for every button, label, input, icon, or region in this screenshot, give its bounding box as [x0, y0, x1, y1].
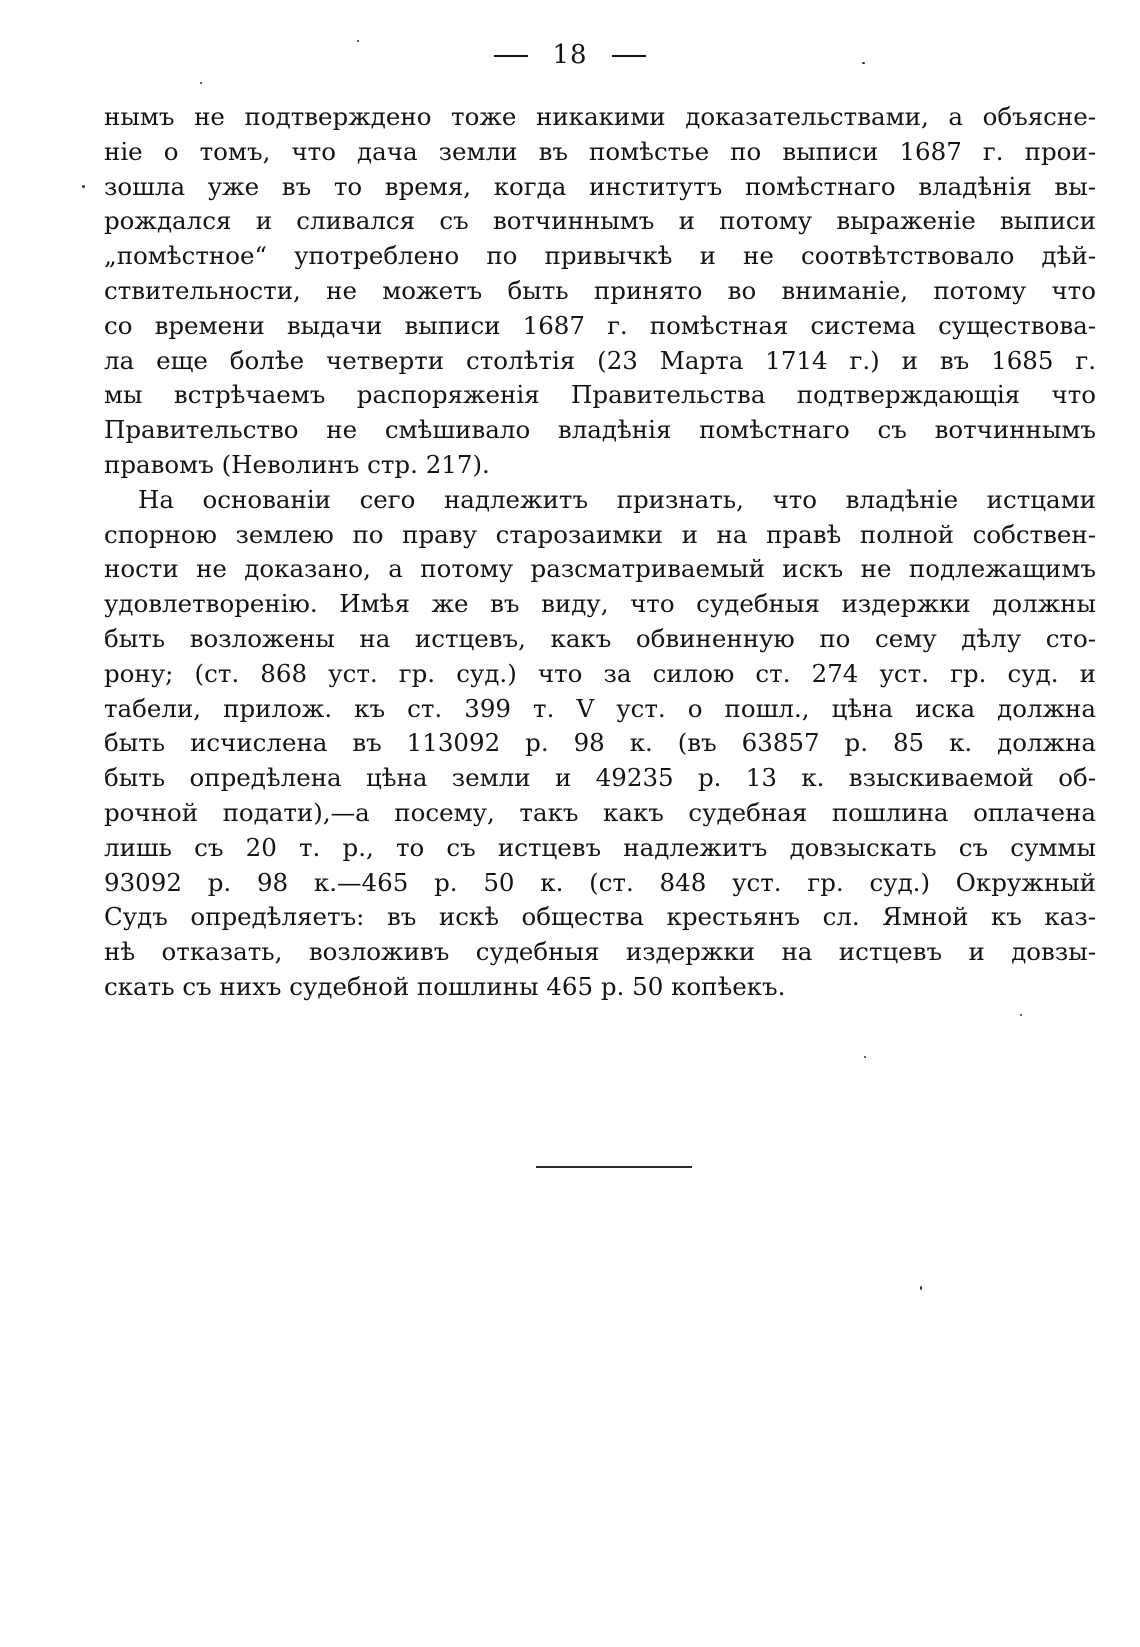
text-line: нымъ не подтверждено тоже никакими доказательствами, а объясне-	[104, 102, 1096, 131]
text-line: „помѣстное“ употреблено по привычкѣ и не соотвѣтствовало дѣй-	[104, 241, 1096, 271]
text-line: На основаніи сего надлежитъ признать, что владѣніе истцами	[138, 484, 1096, 514]
text-line: зошла уже въ то время, когда институтъ помѣстнаго владѣнія вы-	[104, 171, 1096, 201]
text-line: скать съ нихъ судебной пошлины 465 р. 50 копѣекъ.	[104, 971, 786, 1001]
page-number-header	[0, 40, 1140, 70]
text-line: ніе о томъ, что дача земли въ помѣстье по выписи 1687 г. прои-	[104, 136, 1096, 166]
paragraph-1	[104, 100, 1096, 483]
text-line: 93092 р. 98 к.—465 р. 50 к. (ст. 848 уст. гр. суд.) Окружный	[104, 867, 1096, 897]
text-line: ности не доказано, а потому разсматриваемый искъ не подлежащимъ	[104, 554, 1096, 584]
text-line: нѣ отказать, возложивъ судебныя издержки на истцевъ и довзы-	[104, 937, 1096, 967]
text-line: Судъ опредѣляетъ: въ искѣ общества крестьянъ сл. Ямной къ каз-	[104, 902, 1096, 932]
text-line: рону; (ст. 868 уст. гр. суд.) что за силою ст. 274 уст. гр. суд. и	[104, 658, 1096, 688]
text-line: Правительство не смѣшивало владѣнія помѣстнаго съ вотчиннымъ	[104, 415, 1096, 445]
scan-speck	[200, 82, 202, 84]
right-dash	[612, 55, 646, 57]
text-line: рождался и сливался съ вотчиннымъ и потому выраженіе выписи	[104, 206, 1096, 236]
text-line: ла еще болѣе четверти столѣтія (23 Марта 1714 г.) и въ 1685 г.	[104, 345, 1096, 375]
text-line: быть исчислена въ 113092 р. 98 к. (въ 63857 р. 85 к. должна	[104, 728, 1096, 758]
left-dash	[494, 55, 528, 57]
text-line: лишь съ 20 т. р., то съ истцевъ надлежитъ довзыскать съ суммы	[104, 832, 1096, 862]
page-number: 18	[552, 40, 588, 70]
text-line: быть возложены на истцевъ, какъ обвиненную по сему дѣлу сто-	[104, 623, 1096, 653]
scan-speck	[864, 1056, 866, 1058]
scan-speck	[357, 40, 359, 42]
scan-speck	[82, 185, 85, 188]
scan-speck	[920, 1286, 922, 1290]
text-line: быть опредѣлена цѣна земли и 49235 р. 13 к. взыскиваемой об-	[104, 763, 1096, 793]
body-text	[104, 100, 1096, 1005]
paragraph-2	[104, 483, 1096, 1005]
end-rule-divider	[536, 1166, 692, 1168]
text-line: ствительности, не можетъ быть принято во вниманіе, потому что	[104, 275, 1096, 305]
text-line: рочной подати),—а посему, такъ какъ судебная пошлина оплачена	[104, 797, 1096, 827]
scan-speck	[1020, 1014, 1022, 1016]
text-line: спорною землею по праву старозаимки и на правѣ полной собствен-	[104, 519, 1096, 549]
scan-speck	[862, 62, 865, 64]
text-line: мы встрѣчаемъ распоряженія Правительства подтверждающія что	[104, 380, 1096, 410]
text-line: со времени выдачи выписи 1687 г. помѣстная система существова-	[104, 310, 1096, 340]
text-line: правомъ (Неволинъ стр. 217).	[104, 449, 490, 479]
text-line: удовлетворенію. Имѣя же въ виду, что судебныя издержки должны	[104, 589, 1096, 619]
text-line: табели, прилож. къ ст. 399 т. V уст. о пошл., цѣна иска должна	[104, 693, 1096, 723]
